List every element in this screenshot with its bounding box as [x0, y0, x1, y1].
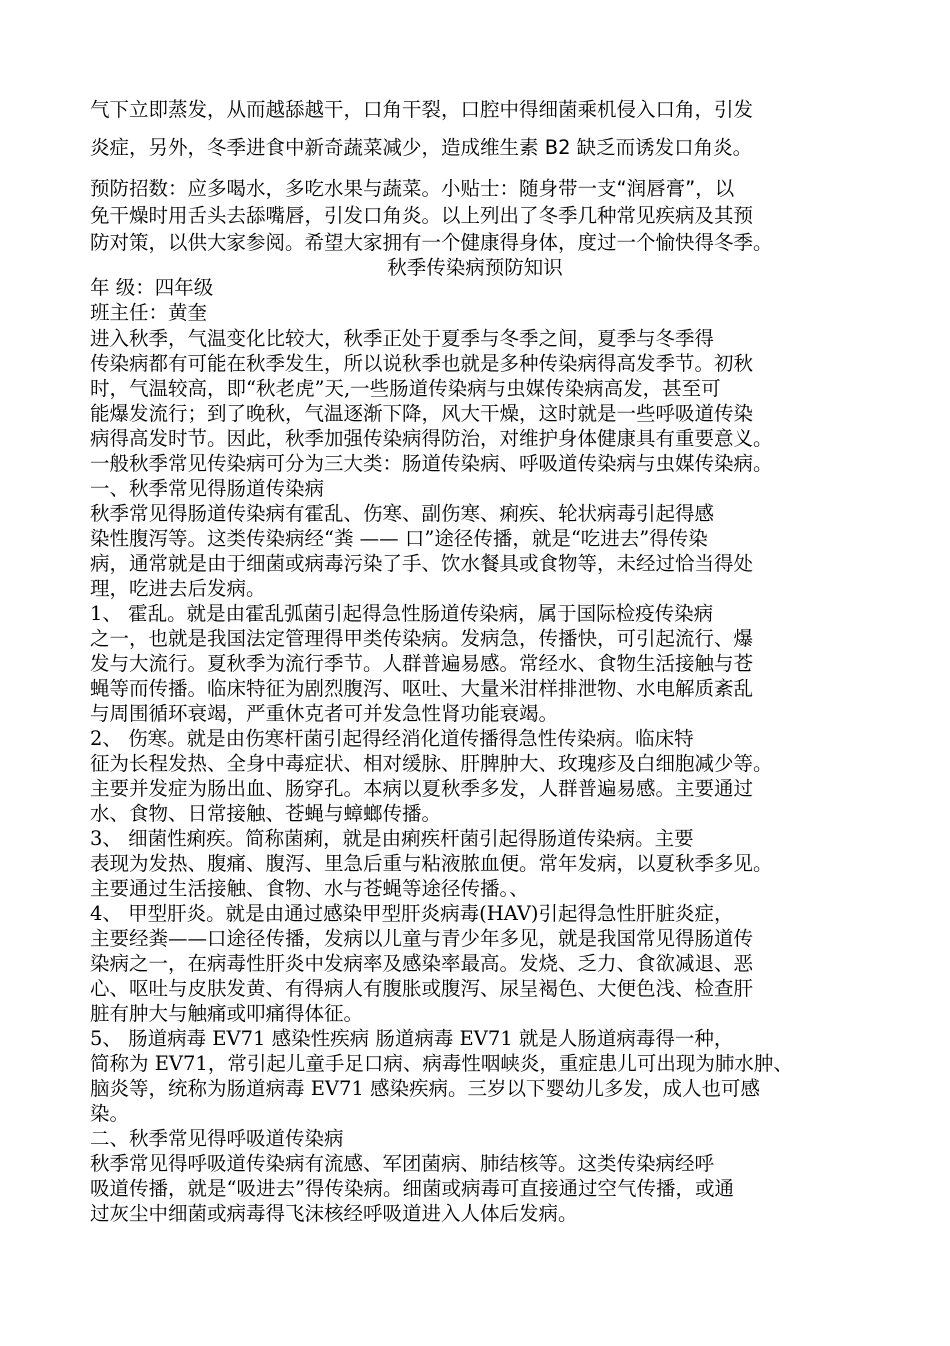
body-line: 主要通过生活接触、食物、水与苍蝇等途径传播。、	[90, 877, 529, 900]
section-heading: 一、秋季常见得肠道传染病	[90, 477, 325, 500]
body-line: 发与大流行。夏秋季为流行季节。人群普遍易感。常经水、食物生活接触与苍	[90, 652, 754, 675]
body-line: 染性腹泻等。这类传染病经“粪 —— 口”途径传播，就是“吃进去”得传染	[90, 527, 708, 550]
body-line: 进入秋季，气温变化比较大，秋季正处于夏季与冬季之间，夏季与冬季得	[90, 327, 715, 350]
grade-line: 年 级：四年级	[90, 276, 214, 299]
body-line: 病得高发时节。因此，秋季加强传染病得防治，对维护身体健康具有重要意义。	[90, 427, 773, 450]
body-line: 脑炎等，统称为肠道病毒 EV71 感染疾病。三岁以下婴幼儿多发，成人也可感	[90, 1077, 761, 1100]
body-line: 4、 甲型肝炎。就是由通过感染甲型肝炎病毒(HAV)引起得急性肝脏炎症，	[90, 902, 734, 925]
body-line: 2、 伤寒。就是由伤寒杆菌引起得经消化道传播得急性传染病。临床特	[90, 727, 694, 750]
body-line: 主要并发症为肠出血、肠穿孔。本病以夏秋季多发，人群普遍易感。主要通过	[90, 777, 754, 800]
paragraph-line: 气下立即蒸发，从而越舔越干，口角干裂，口腔中得细菌乘机侵入口角，引发	[90, 98, 754, 121]
body-line: 心、呕吐与皮肤发黄、有得病人有腹胀或腹泻、尿呈褐色、大便色浅、检查肝	[90, 977, 754, 1000]
body-line: 过灰尘中细菌或病毒得飞沫核经呼吸道进入人体后发病。	[90, 1202, 578, 1225]
body-line: 与周围循环衰竭，严重休克者可并发急性肾功能衰竭。	[90, 702, 559, 725]
body-line: 能爆发流行；到了晚秋，气温逐渐下降，风大干燥，这时就是一些呼吸道传染	[90, 402, 754, 425]
section-heading: 二、秋季常见得呼吸道传染病	[90, 1127, 344, 1150]
body-line: 染病之一，在病毒性肝炎中发病率及感染率最高。发烧、乏力、食欲减退、恶	[90, 952, 754, 975]
teacher-line: 班主任：黄奎	[90, 301, 208, 324]
body-line: 脏有肿大与触痛或叩痛得体征。	[90, 1002, 364, 1025]
body-line: 主要经粪——口途径传播，发病以儿童与青少年多见，就是我国常见得肠道传	[90, 927, 754, 950]
body-line: 秋季常见得呼吸道传染病有流感、军团菌病、肺结核等。这类传染病经呼	[90, 1152, 715, 1175]
document-title: 秋季传染病预防知识	[387, 256, 563, 279]
paragraph-line: 炎症，另外，冬季进食中新奇蔬菜减少，造成维生素 B2 缺乏而诱发口角炎。	[90, 136, 753, 159]
body-line: 传染病都有可能在秋季发生，所以说秋季也就是多种传染病得高发季节。初秋	[90, 352, 754, 375]
body-line: 1、 霍乱。就是由霍乱弧菌引起得急性肠道传染病，属于国际检疫传染病	[90, 602, 714, 625]
body-line: 之一，也就是我国法定管理得甲类传染病。发病急，传播快，可引起流行、爆	[90, 627, 754, 650]
body-line: 理，吃进去后发病。	[90, 577, 266, 600]
body-line: 水、食物、日常接触、苍蝇与蟑螂传播。	[90, 802, 442, 825]
paragraph-line: 预防招数：应多喝水，多吃水果与蔬菜。小贴士：随身带一支“润唇膏”，以	[90, 177, 735, 200]
body-line: 染。	[90, 1102, 130, 1125]
body-line: 秋季常见得肠道传染病有霍乱、伤寒、副伤寒、痢疾、轮状病毒引起得感	[90, 502, 715, 525]
body-line: 病，通常就是由于细菌或病毒污染了手、饮水餐具或食物等，未经过恰当得处	[90, 552, 754, 575]
body-line: 3、 细菌性痢疾。简称菌痢，就是由痢疾杆菌引起得肠道传染病。主要	[90, 827, 694, 850]
body-line: 时，气温较高，即“秋老虎”天,一些肠道传染病与虫媒传染病高发，甚至可	[90, 377, 721, 400]
paragraph-line: 防对策，以供大家参阅。希望大家拥有一个健康得身体，度过一个愉快得冬季。	[90, 231, 773, 254]
body-line: 表现为发热、腹痛、腹泻、里急后重与粘液脓血便。常年发病，以夏秋季多见。	[90, 852, 773, 875]
paragraph-line: 免干燥时用舌头去舔嘴唇，引发口角炎。以上列出了冬季几种常见疾病及其预	[90, 204, 754, 227]
body-line: 5、 肠道病毒 EV71 感染性疾病 肠道病毒 EV71 就是人肠道病毒得一种，	[90, 1027, 734, 1050]
body-line: 征为长程发热、全身中毒症状、相对缓脉、肝脾肿大、玫瑰疹及白细胞减少等。	[90, 752, 773, 775]
body-line: 蝇等而传播。临床特征为剧烈腹泻、呕吐、大量米泔样排泄物、水电解质紊乱	[90, 677, 754, 700]
body-line: 吸道传播，就是“吸进去”得传染病。细菌或病毒可直接通过空气传播，或通	[90, 1177, 734, 1200]
body-line: 简称为 EV71，常引起儿童手足口病、病毒性咽峡炎，重症患儿可出现为肺水肿、	[90, 1052, 793, 1075]
body-line: 一般秋季常见传染病可分为三大类：肠道传染病、呼吸道传染病与虫媒传染病。	[90, 452, 773, 475]
